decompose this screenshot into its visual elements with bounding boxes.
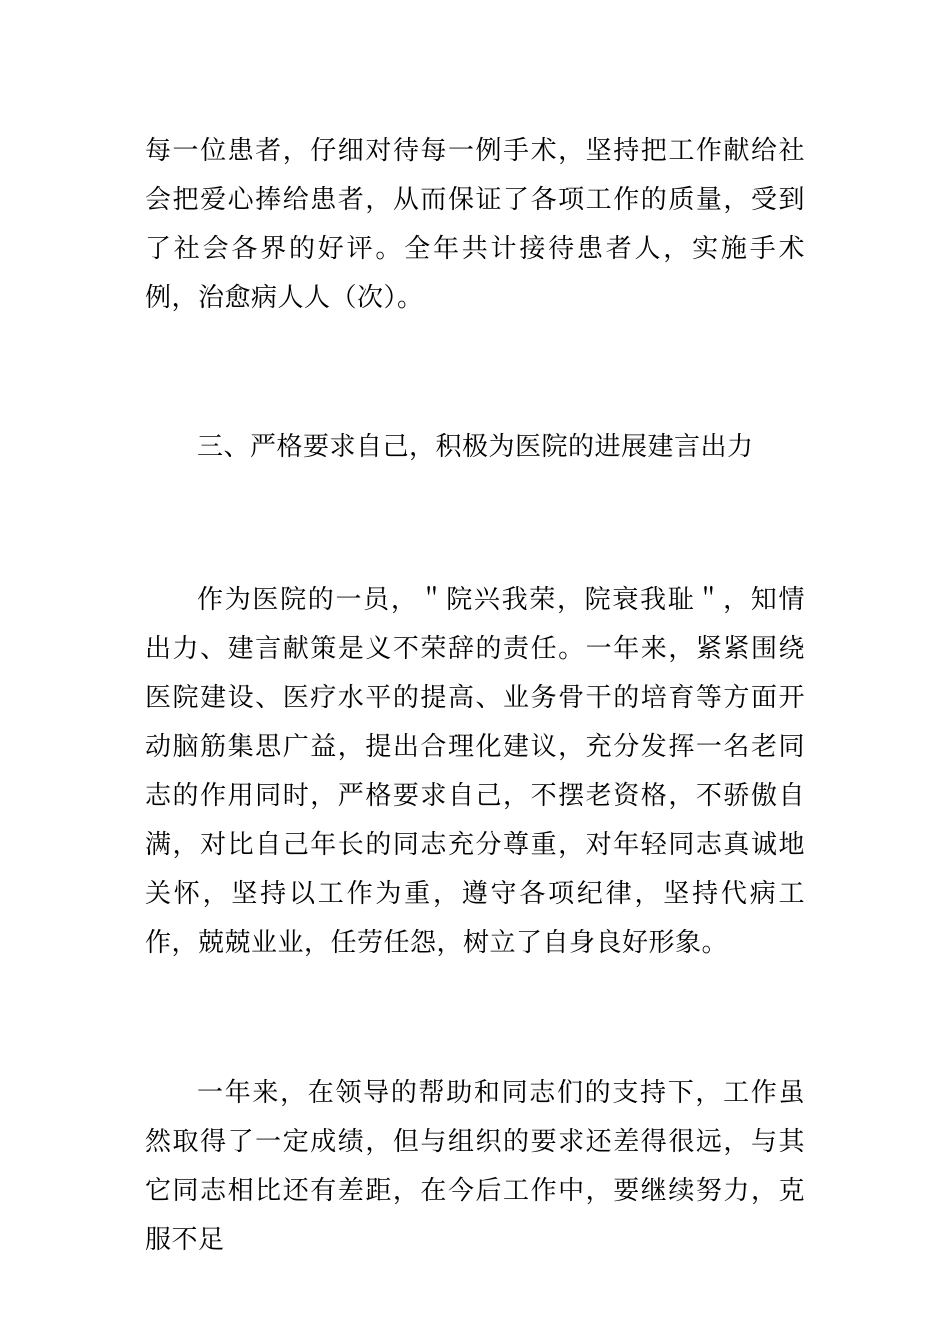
paragraph-hospital-member: 作为医院的一员，＂院兴我荣，院衰我耻＂，知情出力、建言献策是义不荣辞的责任。一年来，紧紧围绕医院建设、医疗水平的提高、业务骨干的培育等方面开动脑筋集思广益，提出合理化建议，充分发挥一名老同志的作用同时，严格要求自己，不摆老资格，不骄傲自满，对比自己年长的同志充分尊重，对年轻同志真诚地关怀，坚持以工作为重，遵守各项纪律，坚持代病工作，兢兢业业，任劳任怨，树立了自身良好形象。 bbox=[145, 585, 805, 958]
paragraph-patient-care: 每一位患者，仔细对待每一例手术，坚持把工作献给社会把爱心捧给患者，从而保证了各项工作的质量，受到了社会各界的好评。全年共计接待患者人，实施手术例，治愈病人人（次）。 bbox=[145, 136, 805, 313]
section-heading-3: 三、严格要求自己，积极为医院的进展建言出力 bbox=[197, 432, 754, 462]
paragraph-year-summary: 一年来，在领导的帮助和同志们的支持下，工作虽然取得了一定成绩，但与组织的要求还差得很远，与其它同志相比还有差距，在今后工作中，要继续努力，克服不足 bbox=[145, 1078, 805, 1255]
